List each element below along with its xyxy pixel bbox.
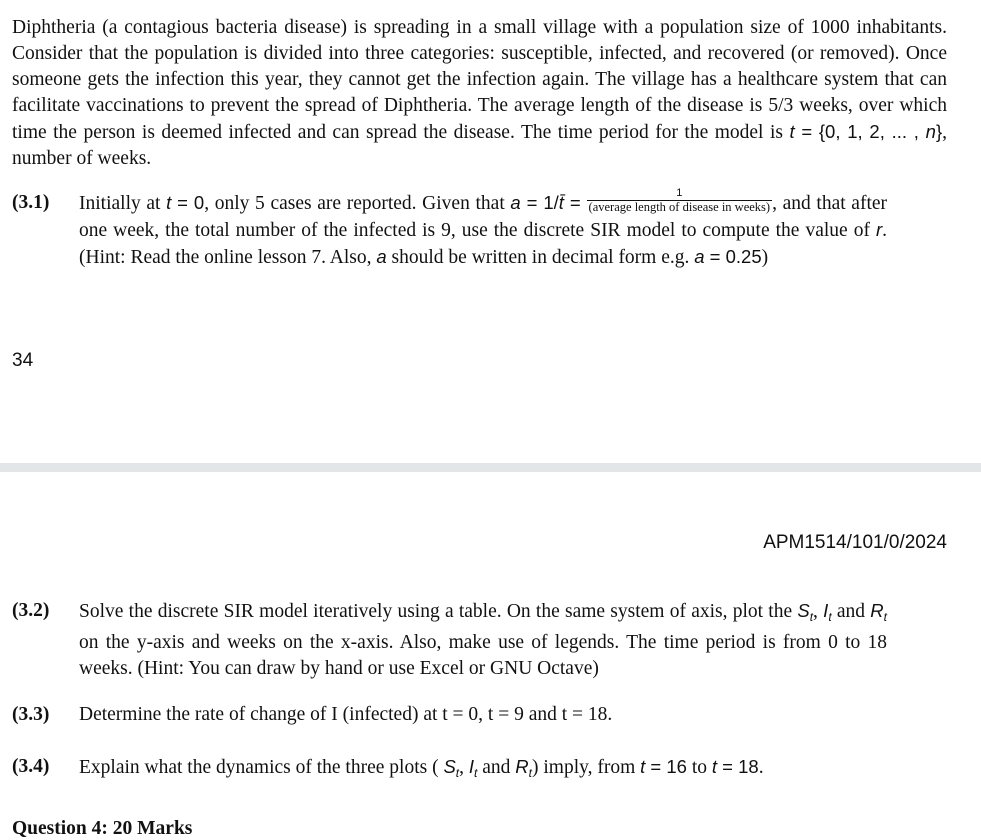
subscript-t: t [455,766,460,780]
fraction-numerator: 1 [676,187,683,200]
question-number: (3.2) [12,600,50,621]
q-text: ) imply, from [532,757,641,778]
subscript-t: t [809,610,814,624]
var-r: r [875,219,883,240]
var-t: t [166,192,172,213]
equation: = 1/ [520,192,559,213]
var-R: R [515,756,529,777]
q-text: . (Hint: Read the online lesson 7. Also, [79,220,887,268]
var-I: I [823,600,829,621]
var-a: a [376,246,387,267]
q-text: , only 5 cases are reported. Given that [204,193,511,214]
time-set-close: } [935,121,943,142]
fraction-denominator: (average length of disease in weeks) [588,200,771,215]
intro-text: Diphtheria (a contagious bacteria disease) is spreading in a small village with a population size of 1000 inhabitants. Consider that the population is divided into three categories: susceptible, infected, and recovered (or removed). Once someone gets the infection this year, they cannot get the infection again. The village has a healthcare system that can facilitate vaccinations to prevent the spread of Diphtheria. The average length of the disease is 5/3 weeks, over which time the person is deemed infected and can spread the disease. The time period for the model is [12,17,947,143]
question-body [79,754,912,786]
question-body [79,598,887,682]
q-text: , [459,757,469,778]
q-text: ) [761,247,769,268]
question-3-4 [12,754,912,786]
q-text: . [758,757,764,778]
question-3-3 [12,702,887,728]
q-text: Explain what the dynamics of the three plots ( [79,757,444,778]
q-text: should be written in decimal form e.g. [386,247,695,268]
question-3-2 [12,598,887,682]
page-separator [0,463,981,472]
equation: = 18 [717,756,759,777]
var-S: S [443,756,456,777]
question-number: (3.4) [12,756,50,777]
var-a: a [510,192,521,213]
equation: = 16 [645,756,687,777]
q-text: Initially at [79,193,167,214]
var-I: I [468,756,475,777]
q-text: and [831,601,871,622]
var-t: t [789,121,795,142]
var-tbar: t̄ [558,192,564,213]
question-3-1 [12,187,888,271]
equation: = 0 [171,192,205,213]
var-n: n [925,121,936,142]
equation: = 0.25 [704,246,762,267]
document-code: APM1514/101/0/2024 [763,532,947,553]
var-R: R [870,600,884,621]
q-text: on the y-axis and weeks on the x-axis. Also, make use of legends. The time period is from 0 to 18 weeks. (Hint: You can draw by hand or use Excel or GNU Octave) [79,632,887,679]
q-text: , and that after one week, the total number of the infected is 9, use the discrete SIR model to compute the value of [79,193,888,241]
next-question-heading: Question 4: 20 Marks [12,818,193,839]
subscript-t: t [474,766,478,780]
var-t: t [640,756,646,777]
fraction [587,187,773,214]
question-number: (3.3) [12,704,50,725]
var-t: t [711,756,718,777]
var-a: a [694,246,705,267]
question-number: (3.1) [12,192,50,213]
question-body [79,187,888,271]
subscript-t: t [828,610,832,624]
var-S: S [797,600,810,621]
subscript-t: t [528,766,532,780]
equation: = [563,192,587,213]
intro-text-end: , number of weeks. [12,122,947,169]
intro-paragraph [12,15,947,172]
answer-value: 34 [12,350,34,371]
q-text: and [477,757,516,778]
q-text: , [813,601,824,622]
page-bottom [0,472,981,839]
q-text: to [686,757,712,778]
subscript-t: t [883,610,888,624]
q-text: Solve the discrete SIR model iteratively using a table. On the same system of axis, plot the [79,601,798,622]
question-body: Determine the rate of change of I (infected) at t = 0, t = 9 and t = 18. [79,704,613,725]
time-set: = {0, 1, 2, ... , [794,121,926,142]
